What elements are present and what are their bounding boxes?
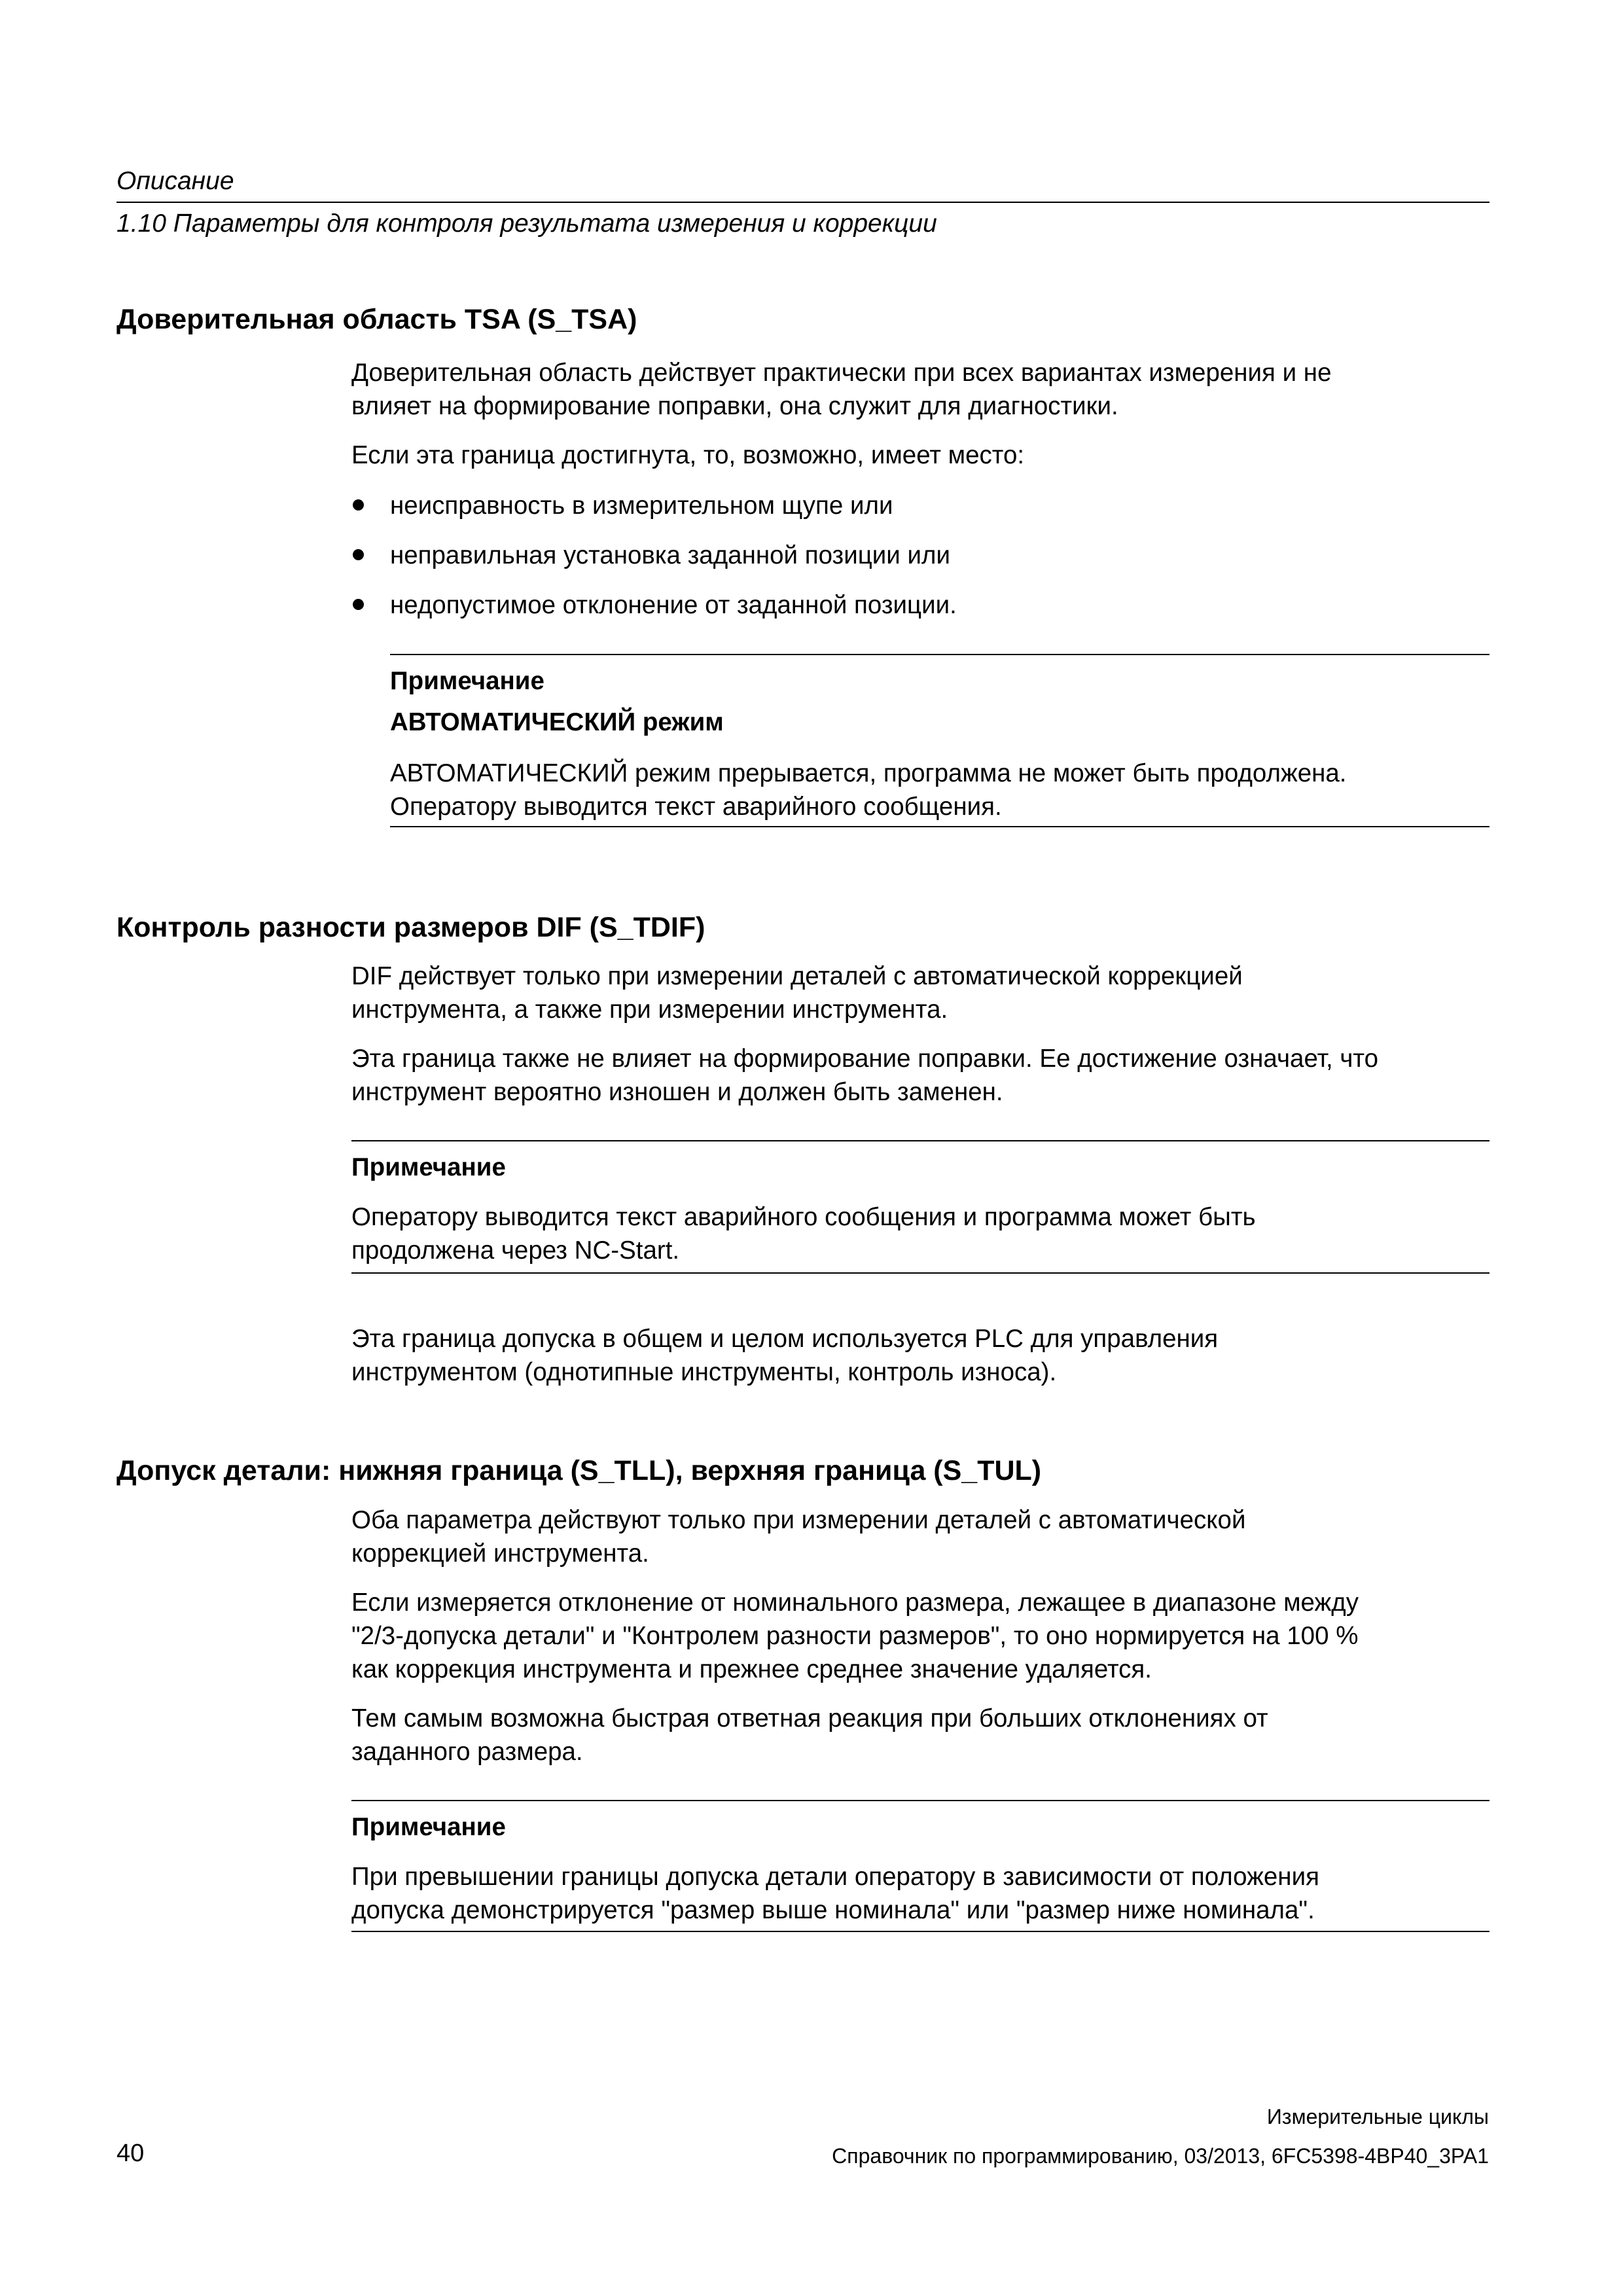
tsa-note-line-2: Оператору выводится текст аварийного сообщения. [390, 793, 1002, 821]
section-title: 1.10 Параметры для контроля результата измерения и коррекции [116, 209, 937, 238]
footer-reference: Справочник по программированию, 03/2013, 6FC5398-4BP40_3PA1 [832, 2144, 1489, 2168]
header-divider [116, 202, 1489, 203]
dif-p3-line-2: инструментом (однотипные инструменты, контроль износа). [351, 1358, 1057, 1386]
tsa-p1-line-1: Доверительная область действует практически при всех вариантах измерения и не [351, 359, 1332, 387]
tol-p1-line-1: Оба параметра действуют только при измерении деталей с автоматической [351, 1506, 1246, 1534]
note-bottom-rule [351, 1931, 1489, 1932]
tol-p1-line-2: коррекцией инструмента. [351, 1539, 649, 1568]
tol-paragraph-2 [351, 1586, 1359, 1686]
tol-note-text [351, 1860, 1319, 1927]
tsa-bullet-2: неправильная установка заданной позиции или [390, 541, 950, 569]
note-label: Примечание [351, 1153, 506, 1181]
tol-p3-line-2: заданного размера. [351, 1738, 583, 1766]
tol-note-line-1: При превышении границы допуска детали оператору в зависимости от положения [351, 1863, 1319, 1891]
tol-p2-line-1: Если измеряется отклонение от номинального размера, лежащее в диапазоне между [351, 1588, 1359, 1617]
page-number: 40 [116, 2140, 145, 2167]
tol-p3-line-1: Тем самым возможна быстрая ответная реакция при больших отклонениях от [351, 1704, 1268, 1732]
bullet-icon [353, 499, 364, 511]
tsa-paragraph-1 [351, 356, 1331, 423]
dif-p3-line-1: Эта граница допуска в общем и целом используется PLC для управления [351, 1325, 1219, 1353]
tol-paragraph-3 [351, 1702, 1268, 1768]
dif-p1-line-1: DIF действует только при измерении деталей с автоматической коррекцией [351, 962, 1243, 990]
heading-dif: Контроль разности размеров DIF (S_TDIF) [116, 912, 705, 943]
note-label: Примечание [351, 1813, 506, 1841]
tol-paragraph-1 [351, 1503, 1245, 1570]
dif-p2-line-1: Эта граница также не влияет на формирование поправки. Ее достижение означает, что [351, 1045, 1379, 1073]
note-top-rule [351, 1800, 1489, 1801]
note-top-rule [351, 1140, 1489, 1141]
chapter-title: Описание [116, 167, 234, 195]
tsa-paragraph-2: Если эта граница достигнута, то, возможно, имеет место: [351, 441, 1025, 469]
tsa-note-line-1: АВТОМАТИЧЕСКИЙ режим прерывается, программа не может быть продолжена. [390, 759, 1347, 787]
dif-p2-line-2: инструмент вероятно изношен и должен быть заменен. [351, 1078, 1003, 1106]
tol-note-line-2: допуска демонстрируется "размер выше номинала" или "размер ниже номинала". [351, 1896, 1315, 1924]
dif-note-line-1: Оператору выводится текст аварийного сообщения и программа может быть [351, 1203, 1256, 1231]
tol-p2-line-3: как коррекция инструмента и прежнее среднее значение удаляется. [351, 1655, 1152, 1683]
bullet-icon [353, 549, 364, 560]
tsa-p1-line-2: влияет на формирование поправки, она служит для диагностики. [351, 392, 1118, 420]
dif-paragraph-1 [351, 960, 1243, 1026]
note-title: АВТОМАТИЧЕСКИЙ режим [390, 708, 724, 736]
dif-paragraph-3 [351, 1322, 1218, 1389]
tsa-bullet-3: недопустимое отклонение от заданной позиции. [390, 591, 957, 619]
note-bottom-rule [351, 1272, 1489, 1274]
dif-note-text [351, 1200, 1256, 1267]
tol-p2-line-2: "2/3-допуска детали" и "Контролем разности размеров", то оно нормируется на 100 % [351, 1622, 1359, 1650]
note-bottom-rule [390, 826, 1489, 827]
dif-p1-line-2: инструмента, а также при измерении инструмента. [351, 996, 948, 1024]
footer-book-title: Измерительные циклы [1266, 2105, 1489, 2128]
tsa-bullet-1: неисправность в измерительном щупе или [390, 492, 893, 520]
tsa-note-text [390, 757, 1346, 823]
note-top-rule [390, 654, 1489, 655]
note-label: Примечание [390, 667, 544, 695]
dif-note-line-2: продолжена через NC-Start. [351, 1236, 680, 1265]
bullet-icon [353, 599, 364, 610]
heading-tolerance: Допуск детали: нижняя граница (S_TLL), верхняя граница (S_TUL) [116, 1455, 1042, 1486]
dif-paragraph-2 [351, 1042, 1378, 1109]
heading-tsa: Доверительная область TSA (S_TSA) [116, 304, 637, 335]
